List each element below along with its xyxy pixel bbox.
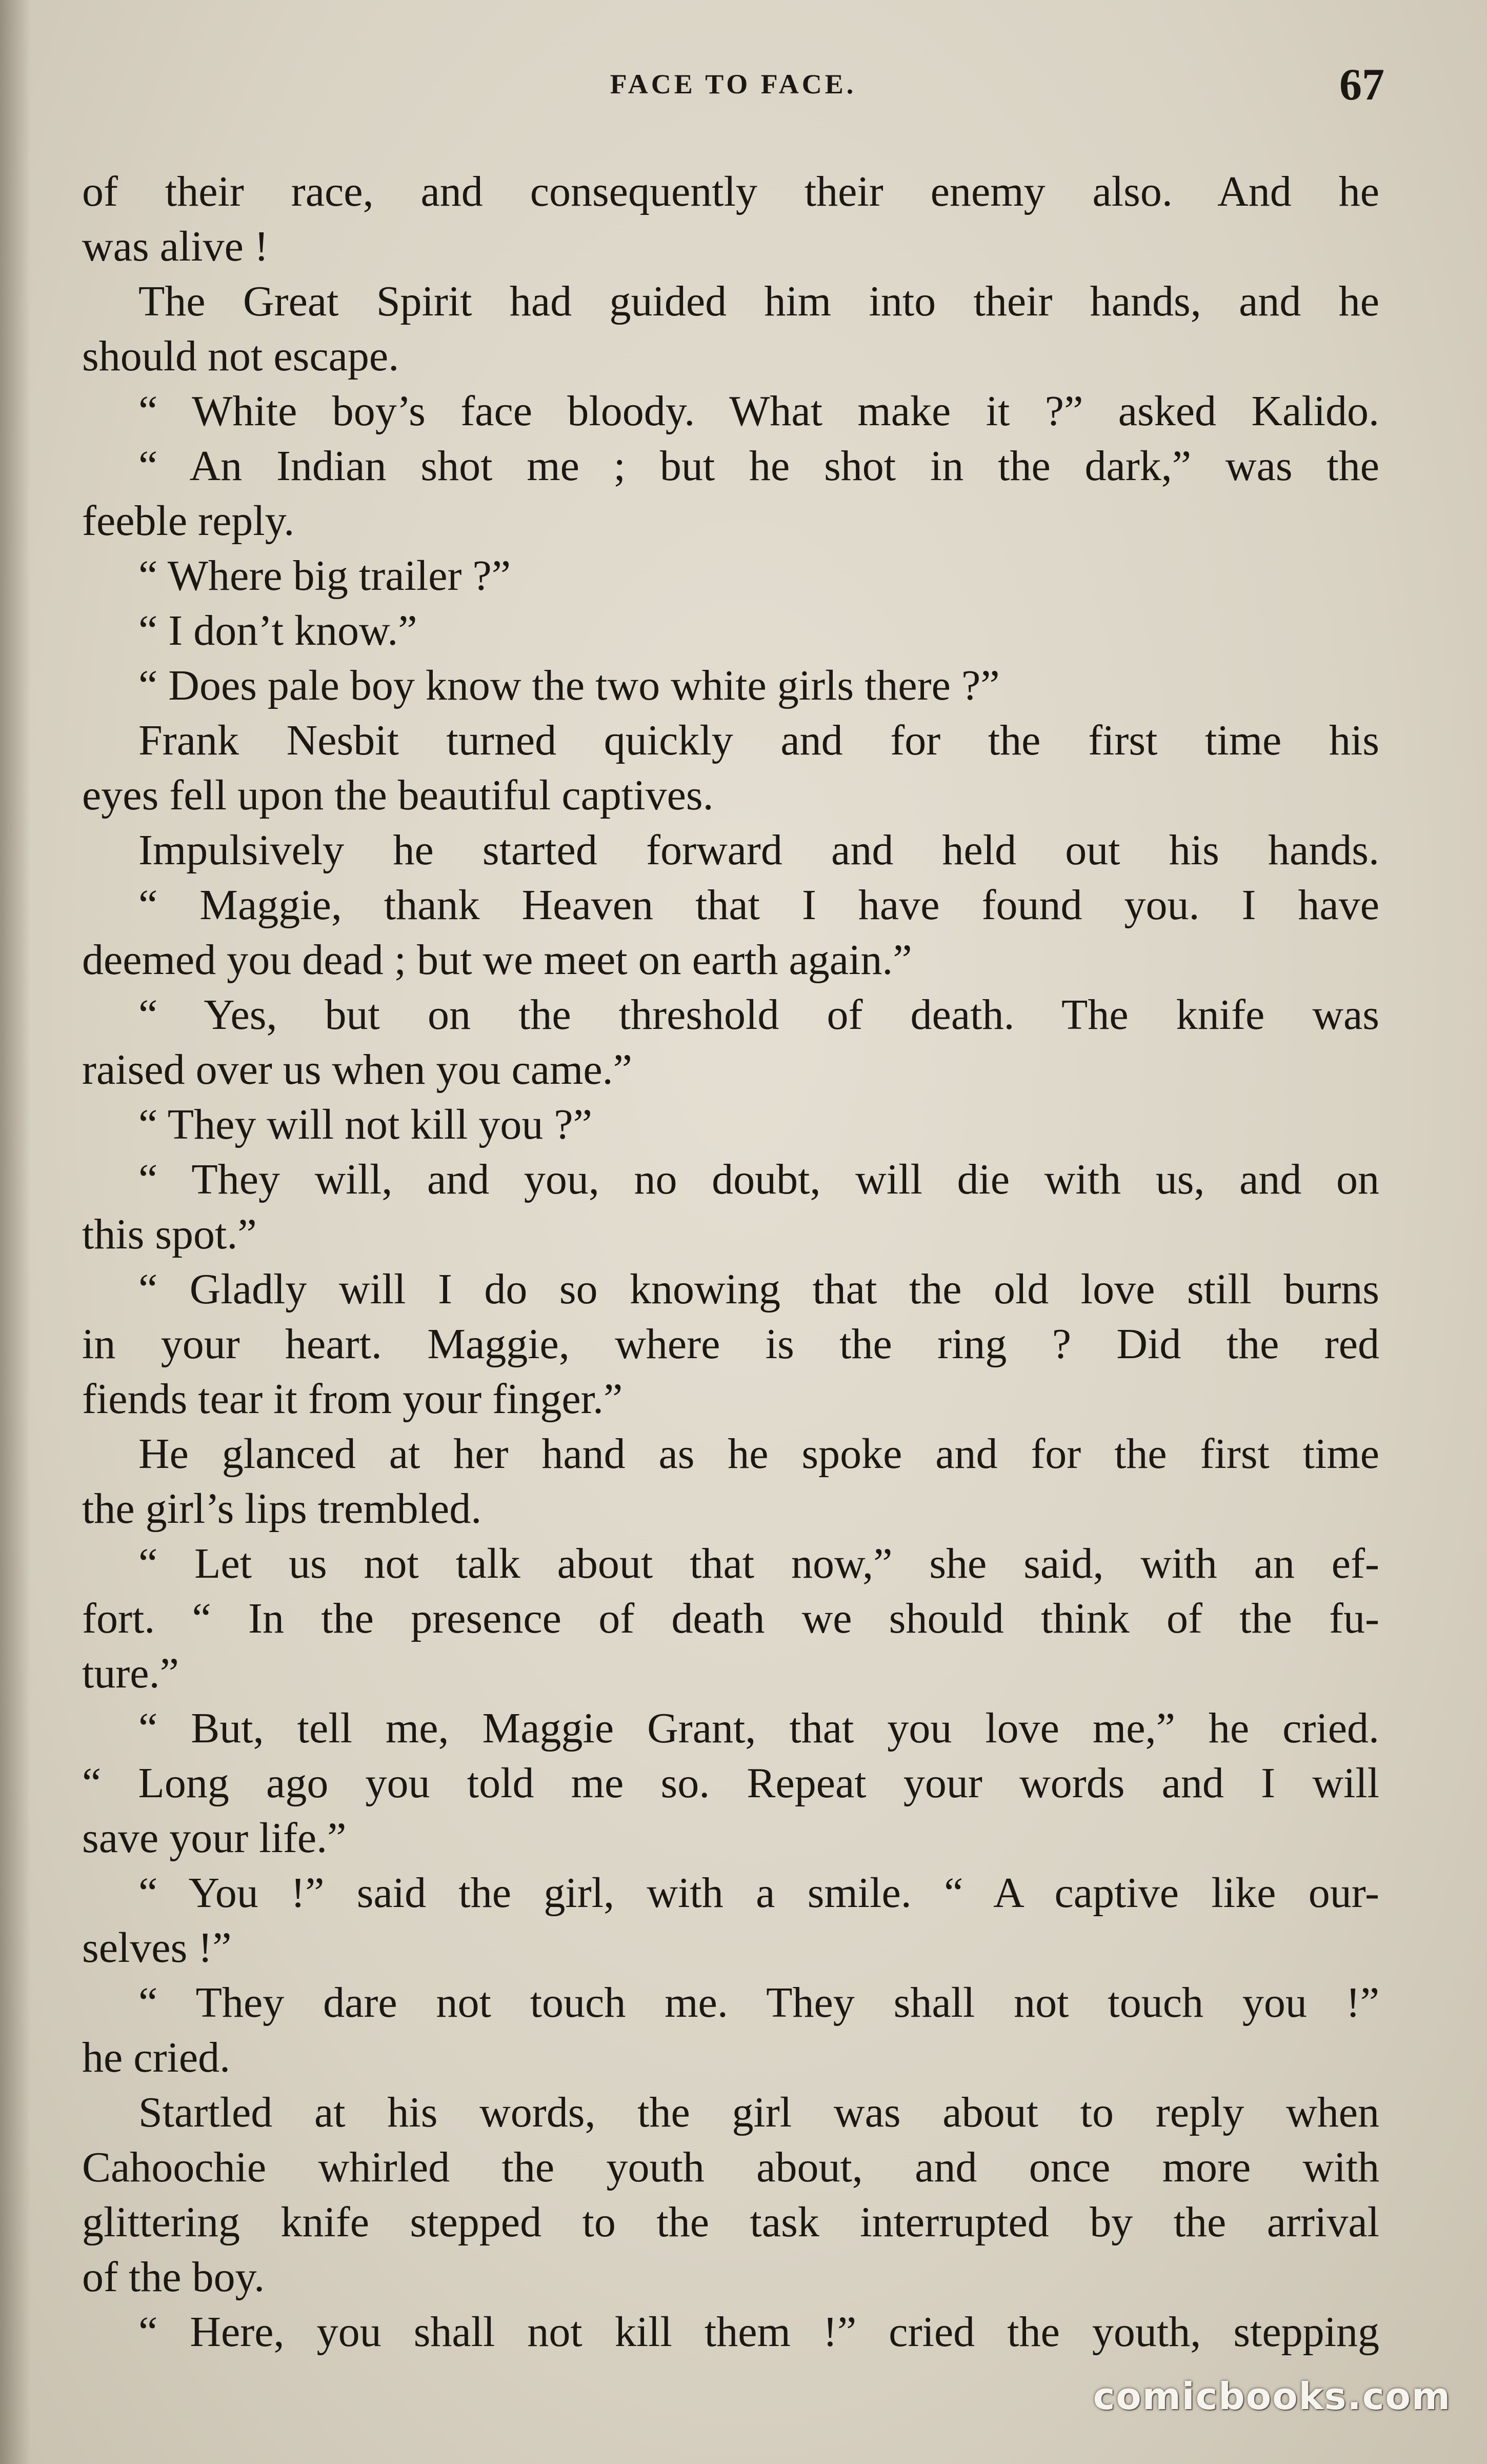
text-line: deemed you dead ; but we meet on earth again.” [82, 936, 912, 984]
text-line: of the boy. [82, 2253, 265, 2301]
text-line: in your heart. Maggie, where is the ring ? Did the red [82, 1320, 1379, 1368]
text-line: ture.” [82, 1650, 179, 1697]
text-line: save your life.” [82, 1814, 347, 1862]
text-line: Cahoochie whirled the youth about, and once more with [82, 2143, 1379, 2191]
text-line: “ Long ago you told me so. Repeat your words and I will [82, 1759, 1379, 1807]
page-header [82, 59, 1384, 115]
text-line: “ But, tell me, Maggie Grant, that you love me,” he cried. [138, 1704, 1379, 1752]
text-line: of their race, and consequently their enemy also. And he [82, 168, 1379, 215]
text-line: should not escape. [82, 332, 399, 380]
text-line: Startled at his words, the girl was about to reply when [138, 2089, 1379, 2136]
text-line: “ Here, you shall not kill them !” cried the youth, stepping [138, 2308, 1379, 2356]
body-text [82, 164, 1379, 2359]
text-line: Frank Nesbit turned quickly and for the first time his [138, 717, 1379, 764]
text-line: “ I don’t know.” [138, 607, 417, 654]
text-line: Impulsively he started forward and held out his hands. [138, 826, 1379, 874]
text-line: “ Maggie, thank Heaven that I have found you. I have [138, 881, 1379, 929]
text-line: The Great Spirit had guided him into their hands, and he [138, 277, 1379, 325]
text-line: “ An Indian shot me ; but he shot in the dark,” was the [138, 442, 1379, 490]
running-head: FACE TO FACE. [610, 69, 857, 100]
text-line: the girl’s lips trembled. [82, 1485, 482, 1533]
text-line: “ White boy’s face bloody. What make it ?” asked Kalido. [138, 387, 1379, 435]
text-line: raised over us when you came.” [82, 1046, 632, 1094]
text-line: “ Yes, but on the threshold of death. The knife was [138, 991, 1379, 1039]
page-number: 67 [1339, 60, 1384, 110]
text-line: glittering knife stepped to the task interrupted by the arrival [82, 2198, 1379, 2246]
text-line: “ Where big trailer ?” [138, 552, 511, 600]
text-line: fort. “ In the presence of death we should think of the fu- [82, 1595, 1379, 1642]
text-line: “ You !” said the girl, with a smile. “ A captive like our- [138, 1869, 1379, 1917]
spine-shadow [0, 0, 31, 2464]
text-line: “ They dare not touch me. They shall not touch you !” [138, 1979, 1379, 2026]
text-line: eyes fell upon the beautiful captives. [82, 771, 714, 819]
text-line: he cried. [82, 2034, 231, 2081]
text-line: this spot.” [82, 1210, 257, 1258]
text-line: feeble reply. [82, 497, 295, 545]
text-line: was alive ! [82, 223, 269, 270]
text-line: “ Gladly will I do so knowing that the old love still burns [138, 1265, 1379, 1313]
text-line: He glanced at her hand as he spoke and for the first time [138, 1430, 1379, 1478]
text-line: “ Let us not talk about that now,” she said, with an ef- [138, 1540, 1379, 1587]
text-line: “ Does pale boy know the two white girls there ?” [138, 662, 1000, 709]
text-line: “ They will not kill you ?” [138, 1101, 592, 1148]
text-line: fiends tear it from your finger.” [82, 1375, 623, 1423]
watermark: comicbooks.com [1093, 2375, 1451, 2418]
text-line: selves !” [82, 1924, 232, 1972]
text-line: “ They will, and you, no doubt, will die with us, and on [138, 1156, 1379, 1203]
